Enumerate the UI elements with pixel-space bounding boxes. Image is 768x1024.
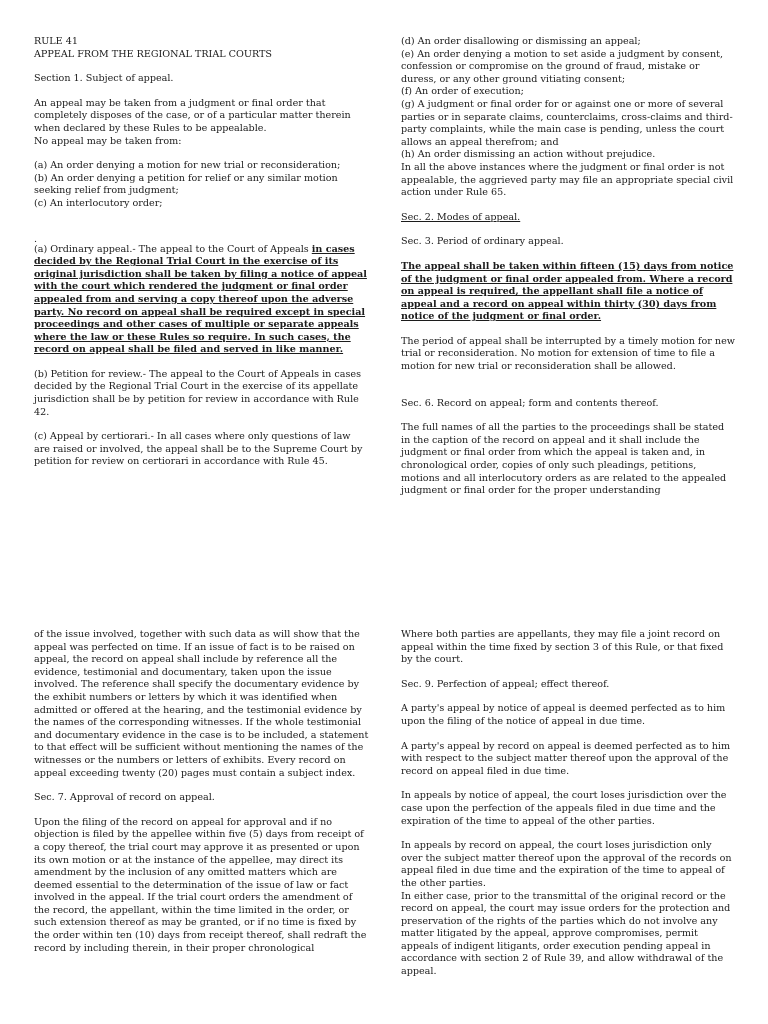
rule-number: RULE 41: [34, 36, 78, 47]
section-7-paragraph: Upon the filing of the record on appeal for approval and if no objection is filed by the appellee within five (5) days from receipt of a copy thereof, the trial court may approve it as presented or upon its own motion or at the instance of the appellee, may direct its amendment by the inclusion of any omitted matters which are deemed essential to the determination of the issue of law or fact involved in the appeal. If the trial court orders the amendment of the record, the appellant, within the time limited in the order, or such extension thereof as may be granted, or if no time is fixed by the order within ten (10) days from receipt thereof, shall redraft the record by including therein, in their proper chronological: [34, 816, 367, 954]
ordinary-appeal-emphasis: in cases decided by the Regional Trial Court in the exercise of its original jurisdiction shall be taken by filing a notice of appeal with the court which rendered the judgment or final order appealed from and serving a copy thereof upon the adverse party. No record on appeal shall be required except in special proceedings and other cases of multiple or separate appeals where the law or these Rules so require. In such cases, the record on appeal shall be filed and served in like manner.: [34, 243, 367, 356]
no-appeal-intro: No appeal may be taken from:: [34, 135, 182, 147]
item-f: (f) An order of execution;: [401, 86, 524, 98]
section-1-heading: Section 1. Subject of appeal.: [34, 73, 174, 85]
certiorari-paragraph: (c) Appeal by certiorari.- In all cases where only questions of law are raised or involved, the appeal shall be to the Supreme Court by petition for review on certiorari in accordance with Rule 45.: [34, 431, 363, 468]
interruption-paragraph: The period of appeal shall be interrupted by a timely motion for new trial or reconsideration. No motion for extension of time to file a motion for new trial or reconsideration shall be allowed.: [401, 335, 735, 373]
stray-dot: .: [34, 233, 38, 245]
section-2-heading: Sec. 2. Modes of appeal.: [401, 211, 521, 223]
bottom-right-column: [401, 629, 736, 979]
section-9-heading: Sec. 9. Perfection of appeal; effect thereof.: [401, 678, 610, 690]
section-3-heading: Sec. 3. Period of ordinary appeal.: [401, 236, 564, 248]
ordinary-appeal-paragraph: [34, 244, 369, 357]
item-h: (h) An order dismissing an action without prejudice.: [401, 149, 656, 161]
bottom-left-column: [34, 629, 369, 955]
ordinary-appeal-lead: (a) Ordinary appeal.- The appeal to the Court of Appeals: [34, 243, 312, 255]
item-e: (e) An order denying a motion to set aside a judgment by consent, confession or compromise on the ground of fraud, mistake or duress, or any other ground vitiating consent;: [401, 48, 724, 85]
joint-record-paragraph: Where both parties are appellants, they may file a joint record on appeal within the time fixed by section 3 of this Rule, or that fixed by the court.: [401, 629, 724, 666]
continuation-paragraph: of the issue involved, together with such data as will show that the appeal was perfected on time. If an issue of fact is to be raised on appeal, the record on appeal shall include by reference all the evidence, testimonial and documentary, taken upon the issue involved. The reference shall specify the documentary evidence by the exhibit numbers or letters by which it was identified when admitted or offered at the hearing, and the testimonial evidence by the names of the corresponding witnesses. If the whole testimonial and documentary evidence in the case is to be included, a statement to that effect will be sufficient without mentioning the names of the witnesses or the numbers or letters of exhibits. Every record on appeal exceeding twenty (20) pages must contain a subject index.: [34, 629, 369, 779]
item-g: (g) A judgment or final order for or against one or more of several parties or in separate claims, counterclaims, cross-claims and third-party complaints, while the main case is pending, unless the court allows an appeal therefrom; and: [401, 98, 733, 148]
section-1-paragraph: An appeal may be taken from a judgment or final order that completely disposes of the case, or of a particular matter therein when declared by these Rules to be appealable.: [34, 97, 351, 134]
item-d: (d) An order disallowing or dismissing an appeal;: [401, 36, 641, 47]
item-b: (b) An order denying a petition for relief or any similar motion seeking relief from judgment;: [34, 172, 338, 197]
rule-title: APPEAL FROM THE REGIONAL TRIAL COURTS: [34, 48, 272, 60]
top-right-column: [401, 36, 736, 498]
item-a: (a) An order denying a motion for new trial or reconsideration;: [34, 160, 341, 172]
section-6-paragraph: The full names of all the parties to the proceedings shall be stated in the caption of the record on appeal and it shall include the judgment or final order from which the appeal is taken and, in chronological order, copies of only such pleadings, petitions, motions and all interlocutory orders as are related to the appealed judgment or final order for the proper understanding: [401, 422, 727, 497]
jurisdiction-record-paragraph: In appeals by record on appeal, the court loses jurisdiction only over the subject matter thereof upon the approval of the records on appeal filed in due time and the expiration of the time to appeal of the other parties.: [401, 840, 732, 889]
jurisdiction-notice-paragraph: In appeals by notice of appeal, the court loses jurisdiction over the case upon the perfection of the appeals filed in due time and the expiration of the time to appeal of the other parties.: [401, 790, 727, 827]
instances-paragraph: In all the above instances where the judgment or final order is not appealable, the aggrieved party may file an appropriate special civil action under Rule 65.: [401, 161, 734, 199]
top-left-column: [34, 36, 369, 469]
petition-for-review-paragraph: (b) Petition for review.- The appeal to the Court of Appeals in cases decided by the Regional Trial Court in the exercise of its appellate jurisdiction shall be by petition for review in accordance with Rule 42.: [34, 368, 362, 418]
section-6-heading: Sec. 6. Record on appeal; form and contents thereof.: [401, 397, 659, 409]
either-case-paragraph: In either case, prior to the transmittal of the original record or the record on appeal, the court may issue orders for the protection and preservation of the rights of the parties which do not involve any matter litigated by the appeal, approve compromises, permit appeals of indigent litigants, order execution pending appeal in accordance with section 2 of Rule 39, and allow withdrawal of the appeal.: [401, 890, 731, 978]
section-3-emphasis: The appeal shall be taken within fifteen (15) days from notice of the judgment or final order appealed from. Where a record on appeal is required, the appellant shall file a notice of appeal and a record on appeal within thirty (30) days from notice of the judgment or final order.: [401, 260, 734, 323]
section-7-heading: Sec. 7. Approval of record on appeal.: [34, 792, 215, 804]
notice-perfected-paragraph: A party's appeal by notice of appeal is deemed perfected as to him upon the filing of the notice of appeal in due time.: [401, 703, 726, 727]
record-perfected-paragraph: A party's appeal by record on appeal is deemed perfected as to him with respect to the subject matter thereof upon the approval of the record on appeal filed in due time.: [401, 740, 731, 777]
item-c: (c) An interlocutory order;: [34, 197, 163, 209]
